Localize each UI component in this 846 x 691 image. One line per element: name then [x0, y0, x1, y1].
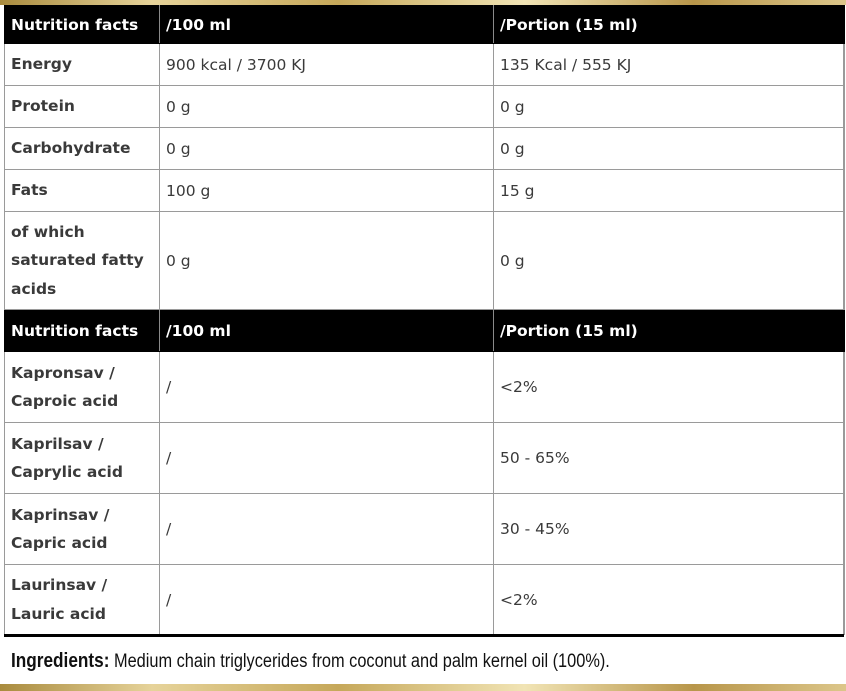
value-fats-per-portion: 15 g: [494, 170, 845, 212]
label-line: Capric acid: [11, 534, 108, 552]
row-label-energy: Energy: [5, 44, 160, 86]
value-saturated-per-100ml: 0 g: [160, 212, 494, 310]
nutrition-table: [4, 5, 845, 635]
value-lauric-per-100ml: /: [160, 565, 494, 635]
table-row-fats: [5, 170, 845, 212]
table-row-protein: [5, 86, 845, 128]
value-carbohydrate-per-portion: 0 g: [494, 128, 845, 170]
table-bottom-rule: [4, 634, 844, 637]
header-cell-per-portion: /Portion (15 ml): [494, 6, 845, 44]
value-saturated-per-portion: 0 g: [494, 212, 845, 310]
ingredients-line: [11, 650, 725, 673]
table-row-saturated-fatty-acids: [5, 212, 845, 310]
value-energy-per-portion: 135 Kcal / 555 KJ: [494, 44, 845, 86]
label-line: Laurinsav /: [11, 576, 108, 594]
row-label-caproic-acid: [5, 352, 160, 423]
row-label-saturated-fatty-acids: [5, 212, 160, 310]
header-cell-nutrition-facts: Nutrition facts: [5, 310, 160, 352]
value-carbohydrate-per-100ml: 0 g: [160, 128, 494, 170]
header-cell-per-100ml: /100 ml: [160, 310, 494, 352]
header-cell-per-portion: /Portion (15 ml): [494, 310, 845, 352]
label-line: Kaprilsav /: [11, 434, 104, 453]
row-label-fats: Fats: [5, 170, 160, 212]
table-header-row-fatty-acids: [5, 310, 845, 352]
ingredients-text: Medium chain triglycerides from coconut and palm kernel oil (100%).: [109, 651, 610, 672]
header-cell-nutrition-facts: Nutrition facts: [5, 6, 160, 44]
label-line: Lauric acid: [11, 604, 106, 623]
row-label-protein: Protein: [5, 86, 160, 128]
value-lauric-per-portion: <2%: [494, 565, 845, 635]
table-row-capric-acid: [5, 494, 845, 565]
value-capric-per-100ml: /: [160, 494, 494, 565]
value-fats-per-100ml: 100 g: [160, 170, 494, 212]
value-caproic-per-100ml: /: [160, 352, 494, 423]
ingredients-label: Ingredients:: [11, 650, 110, 672]
label-line: Caprylic acid: [11, 463, 123, 481]
row-label-caprylic-acid: [5, 423, 160, 494]
table-row-caprylic-acid: [5, 423, 845, 494]
value-capric-per-portion: 30 - 45%: [494, 494, 845, 565]
label-line: Caproic acid: [11, 392, 119, 410]
value-caprylic-per-100ml: /: [160, 423, 494, 494]
table-row-lauric-acid: [5, 565, 845, 635]
value-caproic-per-portion: <2%: [494, 352, 845, 423]
label-line: Kaprinsav /: [11, 505, 110, 524]
row-label-lauric-acid: [5, 565, 160, 635]
table-row-carbohydrate: [5, 128, 845, 170]
value-energy-per-100ml: 900 kcal / 3700 KJ: [160, 44, 494, 86]
table-header-row: [5, 6, 845, 44]
label-line: of which: [11, 222, 85, 241]
value-protein-per-100ml: 0 g: [160, 86, 494, 128]
value-caprylic-per-portion: 50 - 65%: [494, 423, 845, 494]
value-protein-per-portion: 0 g: [494, 86, 845, 128]
label-line: saturated fatty: [11, 251, 144, 270]
header-cell-per-100ml: /100 ml: [160, 6, 494, 44]
label-line: acids: [11, 279, 57, 298]
table-row-energy: [5, 44, 845, 86]
row-label-capric-acid: [5, 494, 160, 565]
label-line: Kapronsav /: [11, 363, 115, 382]
row-label-carbohydrate: Carbohydrate: [5, 128, 160, 170]
table-row-caproic-acid: [5, 352, 845, 423]
bottom-decorative-bar: [0, 684, 846, 691]
